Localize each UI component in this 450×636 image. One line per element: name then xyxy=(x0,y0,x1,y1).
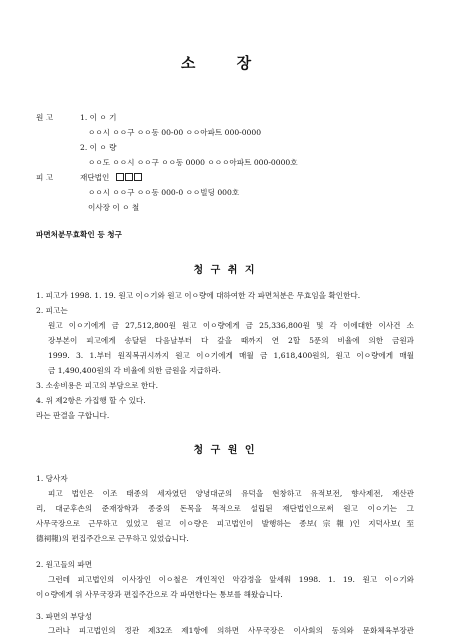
section-1-line: 사무국장으로 근무하고 있었고 원고 이ㅇ량은 피고법인이 발행하는 종보(宗報)인 지덕사보(至 xyxy=(36,519,414,528)
defendant-label: 피 고 xyxy=(36,173,54,182)
defendant-address: ㅇㅇ시 ㅇㅇ구 ㅇㅇ동 000-0 ㅇㅇ빌딩 000호 xyxy=(88,188,240,197)
claim-line: 3. 소송비용은 피고의 부담으로 한다. xyxy=(36,381,159,390)
claim-line: 금 1,490,400원의 각 비율에 의한 금원을 지급하라. xyxy=(48,366,221,375)
masked-name-box xyxy=(116,173,124,181)
section-1-line: 德祠報)의 편집주간으로 근무하고 있었습니다. xyxy=(36,534,189,543)
masked-name-box xyxy=(125,173,133,181)
claim-line: 원고 이ㅇ기에게 금 27,512,800원 원고 이ㅇ량에게 금 25,336,800원 및 각 이에대한 이사건 소 xyxy=(48,321,414,330)
claim-line: 1. 피고가 1998. 1. 19. 원고 이ㅇ기와 원고 이ㅇ량에 대하여한 각 파면처분은 무효임을 확인한다. xyxy=(36,291,361,300)
defendant-name-boxes xyxy=(116,173,143,182)
claim-line: 1999. 3. 1.부터 원직복귀시까지 원고 이ㅇ기에게 매월 금 1,618,400원의, 원고 이ㅇ량에게 매월 xyxy=(48,351,414,360)
section-2-line: 그런데 피고법인의 이사장인 이ㅇ철은 개인적인 악감정을 앞세워 1998. 1. 19. 원고 이ㅇ기와 xyxy=(48,575,414,584)
case-name: 파면처분무효확인 등 청구 xyxy=(36,230,122,239)
section-2-line: 이ㅇ량에게 위 사무국장과 편집주간으로 각 파면한다는 통보를 해왔습니다. xyxy=(36,590,283,599)
section-2-title: 2. 원고들의 파면 xyxy=(36,560,93,569)
cause-heading: 청 구 원 인 xyxy=(193,445,257,456)
claim-line: 라는 판결을 구합니다. xyxy=(36,411,110,420)
plaintiff-label: 원 고 xyxy=(36,113,54,122)
defendant-name xyxy=(80,173,143,183)
document-title: 소 장 xyxy=(180,54,270,72)
claim-line: 4. 위 제2항은 가집행 할 수 있다. xyxy=(36,396,146,405)
claim-line: 2. 피고는 xyxy=(36,306,68,315)
claim-line: 장부본이 피고에게 송달된 다음날부터 다 갚을 때까지 연 2할 5푼의 비율에 의한 금원과 xyxy=(48,336,414,345)
plaintiff1-address: ㅇㅇ시 ㅇㅇ구 ㅇㅇ동 00-00 ㅇㅇ아파트 000-0000 xyxy=(88,128,262,137)
claim-heading: 청 구 취 지 xyxy=(193,265,257,276)
section-1-title: 1. 당사자 xyxy=(36,474,68,483)
defendant-representative: 이사장 이 ㅇ 철 xyxy=(88,203,140,212)
plaintiff2-address: ㅇㅇ도 ㅇㅇ시 ㅇㅇ구 ㅇㅇ동 0000 ㅇㅇㅇ아파트 000-0000호 xyxy=(88,158,298,167)
plaintiff1-name: 1. 이 ㅇ 기 xyxy=(80,113,117,122)
masked-name-box xyxy=(134,173,142,181)
section-1-line: 피고 법인은 이조 태종의 세자였던 양녕대군의 유덕을 현창하고 유적보전, 향사제전, 재산관 xyxy=(48,489,414,498)
section-1-line: 리, 대군후손의 준재장학과 종중의 돈목을 목적으로 설립된 재단법인으로써 원고 이ㅇ기는 그 xyxy=(36,504,414,513)
plaintiff2-name: 2. 이 ㅇ 량 xyxy=(80,143,117,152)
section-3-title: 3. 파면의 부당성 xyxy=(36,612,93,621)
section-3-line: 그러나 피고법인의 정관 제32조 제1항에 의하면 사무국장은 이사회의 동의와 문화체육부장관 xyxy=(48,626,414,635)
defendant-name-prefix: 재단법인 xyxy=(80,173,110,182)
